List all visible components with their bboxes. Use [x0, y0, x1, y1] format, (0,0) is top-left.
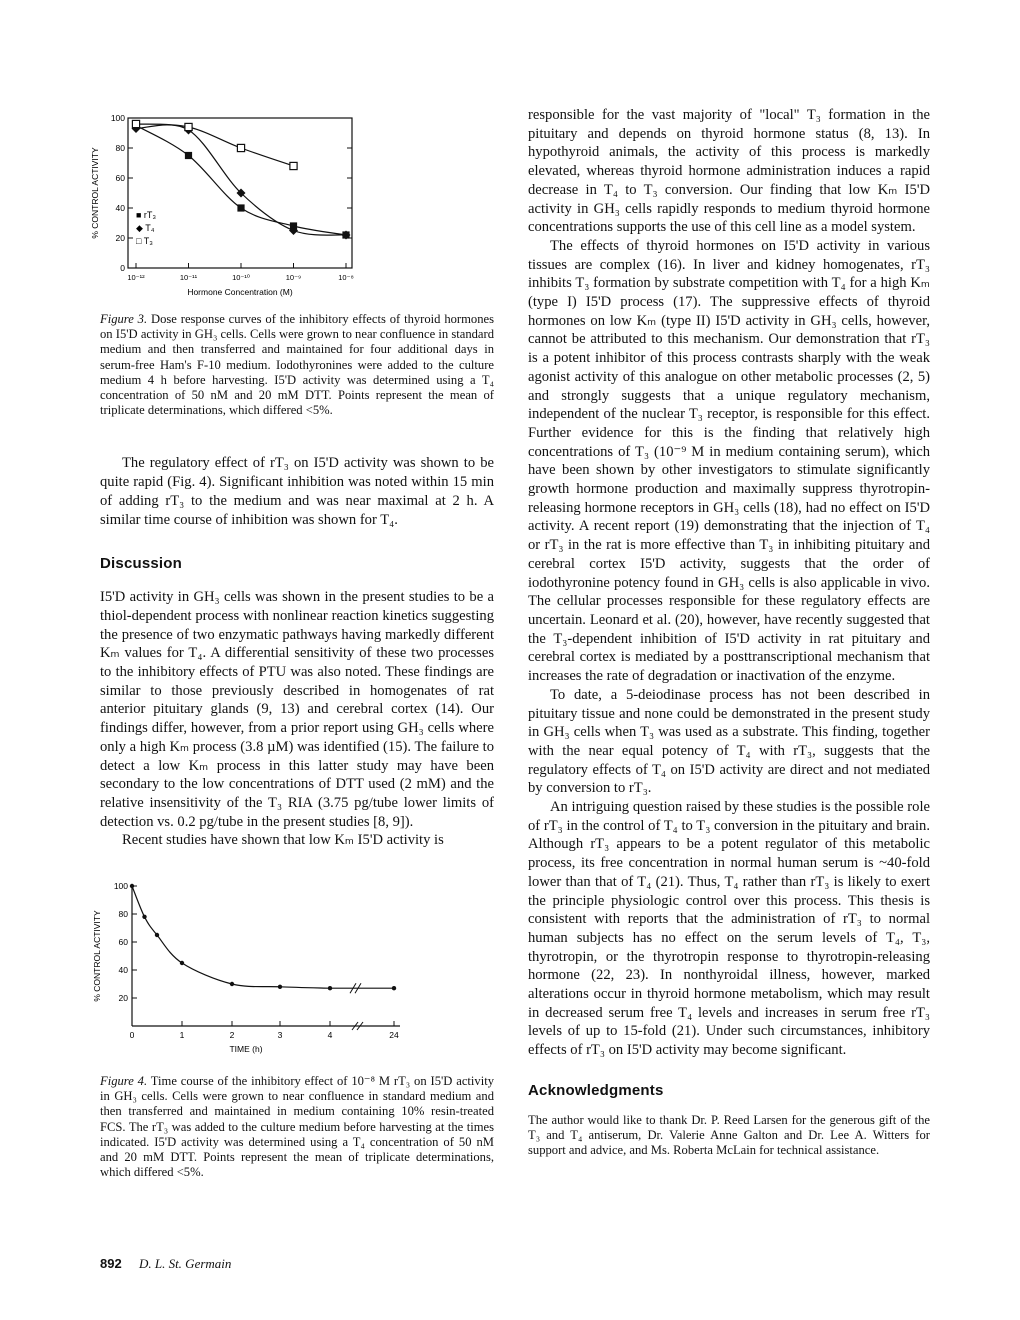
legend-entry: ◆ T₄ — [136, 223, 155, 233]
y-tick-label: 60 — [118, 937, 128, 948]
data-point — [237, 144, 244, 151]
right-paragraph-3: To date, a 5-deiodinase process has not been described in pituitary tissue and none could be demonstrated in the present study in GH₃ cells when T₃ was used as a substrate. This finding, together with the near equal potency of T₄ with rT₃, suggests that the regulatory effects of T₄ on I5'D activity are direct and not mediated by conversion to rT₃. — [528, 686, 930, 797]
right-paragraph-2: The effects of thyroid hormones on I5'D activity in various tissues are complex (16). In liver and kidney homogenates, rT₃ inhibits T₃ formation by substrate competition with T₄ for a high Kₘ (type I) I5'D process (17). The suppressive effects of thyroid hormones on low Kₘ (type II) I5'D activity in GH₃ cells, however, cannot be attributed to this mechanism. Our demonstration that rT₃ is a potent inhibitor of this process contrasts sharply with the weak agonist activity of this analogue on other metabolic processes (2, 5) and strongly suggests that a unique regulatory mechanism, independent of the nuclear T₃ receptor, is responsible for this effect. Further evidence for this is the finding that relatively high concentrations of T₃ (10⁻⁹ M in medium containing serum), which have been shown by other investigators to stimulate significantly growth hormone production and maximally suppress thyrotropin-releasing hormone receptors in GH₃ cells (18), had no effect on I5'D activity. A recent report (19) demonstrating that the injection of T₄ or rT₃ in the rat is more effective than T₃ in inhibiting pituitary and cerebral cortex I5'D activity, suggests that the order of iodothyronine potency found in GH₃ cells is also applicable in vivo. The cellular processes responsible for these regulatory effects are uncertain. Leonard et al. (20), however, have recently suggested that the T₃-dependent inhibition of I5'D activity in rat pituitary and cerebral cortex is mediated by a posttranscriptional mechanism that increases the rate of degradation or inactivation of the enzyme. — [528, 237, 930, 685]
y-tick-label: 80 — [118, 909, 128, 920]
figure-3-caption-text: Dose response curves of the inhibitory effects of thyroid hormones on I5'D activity in GH₃ cells. Cells were grown to near confluence in standard medium and then transferred and maintained for four additional days in serum-free Ham's F-10 medium. Iodothyronines were added to the culture medium 4 h before harvesting. I5'D activity was determined using a T₄ concentration of 50 nM and 20 mM DTT. Points represent the mean of triplicate determinations, which differed <5%. — [100, 312, 494, 418]
figure-3-caption — [100, 312, 494, 418]
data-point — [130, 884, 134, 888]
y-tick-label: 20 — [115, 233, 125, 243]
right-paragraph-4: An intriguing question raised by these studies is the possible role of rT₃ in the control of T₄ to T₃ conversion in the pituitary and brain. Although rT₃ appears to be a potent regulator of this metabolic process, its free concentration in normal human serum is ~40-fold lower than that of T₄ (21). Thus, T₄ rather than rT₃ is likely to exert the principle physiologic control over this process. This thesis is consistent with reports that the administration of rT₃ to normal human subjects has no effect on the serum levels of T₄, T₃, thyrotropin, or the thyrotropin response to thyrotropin-releasing hormone (22, 23). In nonthyroidal illness, however, marked alterations occur in thyroid hormone metabolism, which may result in decreased serum free T₄ levels and increases in serum free rT₃ levels of up to 15-fold (21). Under such circumstances, inhibitory effects of rT₃ on I5'D activity may become significant. — [528, 799, 930, 1059]
y-axis-label: % CONTROL ACTIVITY — [90, 147, 100, 239]
x-axis-label: TIME (h) — [229, 1044, 263, 1055]
running-author: D. L. St. Germain — [138, 1256, 232, 1271]
discussion-heading: Discussion — [100, 555, 183, 573]
series-line — [136, 126, 346, 236]
acknowledgments-heading: Acknowledgments — [528, 1081, 664, 1099]
left-paragraph-2: I5'D activity in GH₃ cells was shown in the present studies to be a thiol-dependent process with nonlinear reaction kinetics suggesting the presence of two enzymatic pathways having markedly different Kₘ values for T₄. A differential sensitivity of these two processes to the inhibitory effects of PTU was also noted. These findings are similar to those previously described in homogenates of rat anterior pituitary glands (9, 13) and cerebral cortex (14). Our findings differ, however, from a prior report using GH₃ cells where only a high Kₘ process (3.8 µM) was identified (15). The failure to detect a low Kₘ process in this latter study may have been secondary to the low concentrations of DTT used (2 mM) and the relative insensitivity of the T₃ RIA (3.75 pg/tube lower limits of detection vs. 0.2 pg/tube in the present studies [8, 9]). — [100, 589, 494, 830]
figure-3-label: Figure 3. — [100, 312, 148, 326]
data-point — [392, 986, 396, 990]
y-tick-label: 80 — [115, 143, 125, 153]
x-tick-label: 10⁻¹² — [127, 273, 145, 282]
data-point — [328, 986, 332, 990]
y-tick-label: 40 — [118, 965, 128, 976]
data-point — [155, 933, 159, 937]
y-tick-label: 100 — [110, 113, 125, 123]
figure-4-caption-text: Time course of the inhibitory effect of 10⁻⁸ M rT₃ on I5'D activity in GH₃ cells. Cells were grown to near confluence in standard medium and then transferred and maintained in medium containing 10% resin-treated FCS. The rT₃ was added to the culture medium before harvesting at the times indicated. I5'D activity was determined using a T₄ concentration of 50 nM and 20 mM DTT. Points represent the mean of triplicate determinations, which differed <5%. — [100, 1074, 495, 1180]
data-point — [185, 123, 192, 130]
data-point — [180, 961, 184, 965]
x-tick-label: 10⁻⁸ — [338, 273, 354, 282]
data-point — [237, 204, 244, 211]
series-line — [132, 886, 330, 988]
data-point — [185, 152, 192, 159]
x-axis-label: Hormone Concentration (M) — [187, 287, 293, 297]
y-axis-label: % CONTROL ACTIVITY — [92, 910, 102, 1002]
data-point — [142, 915, 146, 919]
x-tick-label: 10⁻⁹ — [285, 273, 302, 282]
right-column — [528, 106, 930, 1158]
right-paragraph-1: responsible for the vast majority of "local" T₃ formation in the pituitary and depends on thyroid hormone status (8, 13). In hypothyroid animals, the activity of this process is markedly elevated, whereas thyroid hormone administration induces a rapid decrease in T₄ to T₃ conversion. Our finding that low Kₘ I5'D activity in GH₃ cells rapidly responds to medium thyroid hormone concentrations supports the use of this cell line as a model system. — [528, 107, 930, 236]
data-point — [230, 982, 234, 986]
x-tick-label: 10⁻¹⁰ — [232, 273, 250, 282]
legend-entry: □ T₃ — [136, 236, 153, 246]
x-tick-label: 3 — [277, 1030, 283, 1041]
y-tick-label: 20 — [118, 993, 128, 1004]
x-tick-label: 2 — [229, 1030, 235, 1041]
page-footer — [100, 1256, 231, 1272]
y-tick-label: 100 — [113, 881, 128, 892]
page-number: 892 — [100, 1256, 122, 1271]
legend-entry: ■ rT₃ — [136, 210, 157, 220]
data-point — [290, 162, 297, 169]
data-point — [278, 985, 282, 989]
left-paragraph-3: Recent studies have shown that low Kₘ I5'D activity is — [122, 832, 444, 849]
y-tick-label: 0 — [120, 263, 125, 273]
y-tick-label: 60 — [115, 173, 125, 183]
x-tick-label: 10⁻¹¹ — [179, 273, 198, 282]
acknowledgments-text: The author would like to thank Dr. P. Reed Larsen for the generous gift of the T₃ and T₄ antiserum, Dr. Valerie Anne Galton and Dr. Lee A. Witters for support and advice, and Ms. Roberta McLain for technical assistance. — [528, 1112, 930, 1158]
figure-3-chart — [84, 100, 364, 306]
left-paragraph-1: The regulatory effect of rT₃ on I5'D activity was shown to be quite rapid (Fig. 4). Significant inhibition was noted within 15 min of adding rT₃ to the medium and was near maximal at 2 h. A similar time course of inhibition was shown for T₄. — [100, 455, 494, 528]
x-tick-label: 24 — [389, 1030, 399, 1041]
y-tick-label: 40 — [115, 203, 125, 213]
data-point — [132, 120, 139, 127]
x-tick-label: 4 — [327, 1030, 333, 1041]
x-tick-label: 0 — [129, 1030, 135, 1041]
left-column — [90, 100, 495, 1181]
figure-4-label: Figure 4. — [100, 1074, 148, 1089]
figure-4-caption — [100, 1074, 494, 1180]
figure-4-chart — [84, 876, 414, 1066]
x-tick-label: 1 — [179, 1030, 185, 1041]
